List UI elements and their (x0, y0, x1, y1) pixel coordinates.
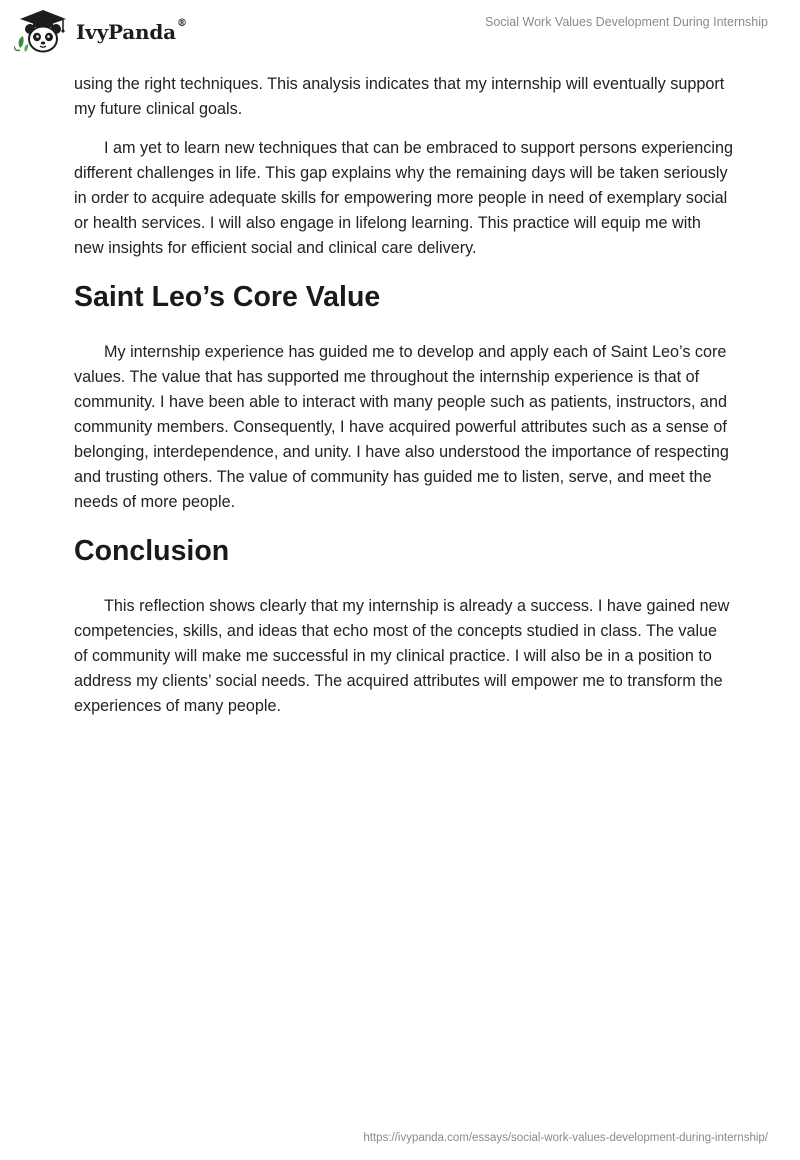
paragraph-core-value: My internship experience has guided me to develop and apply each of Saint Leo’s core values. The value that has supported me throughout the internship experience is that of community. I have been able to interact with many people such as patients, instructors, and community members. Consequently, I have acquired powerful attributes such as a sense of belonging, interdependence, and unity. I have also understood the importance of respecting and trusting others. The value of community has guided me to listen, serve, and meet the needs of more people. (74, 343, 729, 511)
paragraph-learning: I am yet to learn new techniques that can be embraced to support persons experiencing different challenges in life. This gap explains why the remaining days will be taken seriously in order to acquire adequate skills for empowering more people in need of exemplary social or health services. I will also engage in lifelong learning. This practice will equip me with new insights for efficient social and clinical care delivery. (74, 139, 733, 257)
essay-content (74, 72, 734, 719)
brand-name: IvyPanda® (76, 18, 187, 44)
registered-mark: ® (176, 18, 187, 29)
heading-core-value: Saint Leo’s Core Value (74, 281, 381, 313)
panda-graduate-logo-icon (14, 8, 72, 56)
paragraph-continued: using the right techniques. This analysis indicates that my internship will eventually support my future clinical goals. (74, 75, 725, 118)
document-title: Social Work Values Development During Internship (484, 15, 768, 29)
heading-conclusion: Conclusion (74, 535, 230, 567)
paragraph-conclusion: This reflection shows clearly that my internship is already a success. I have gained new competencies, skills, and ideas that echo most of the concepts studied in class. The value of community will make me successful in my clinical practice. I will also be in a position to address my clients’ social needs. The acquired attributes will empower me to transform the experiences of many people. (74, 597, 730, 715)
ivypanda-logo[interactable] (14, 8, 187, 56)
source-url[interactable]: https://ivypanda.com/essays/social-work-values-development-during-internship/ (363, 1132, 768, 1144)
